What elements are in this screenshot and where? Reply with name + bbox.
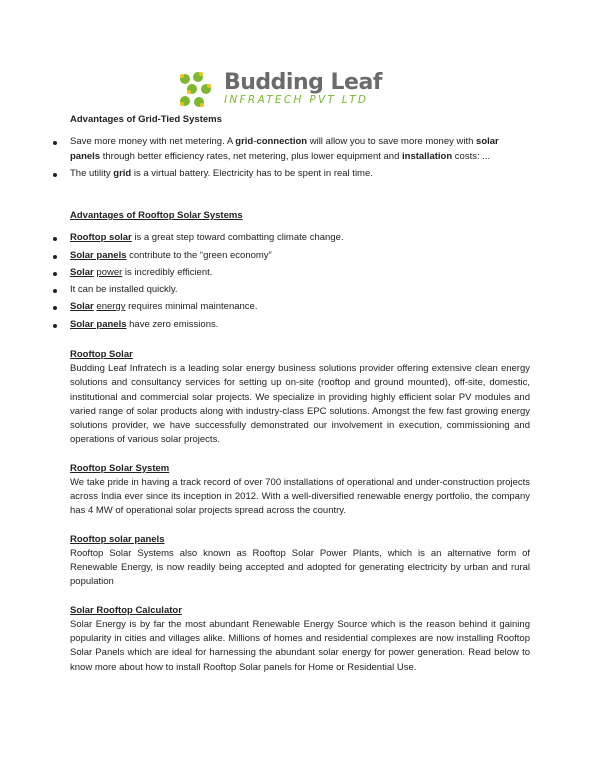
logo-title: Budding Leaf — [224, 70, 382, 96]
section-body: Solar Energy is by far the most abundant Renewable Energy Source which is the reason behind it gaining popularity in cities and villages alike. Millions of homes and residential complexes are now installing Rooftop Solar Panels which are ideal for harnessing the abundant solar energy for power generation. Read below to know more about how to install Rooftop Solar panels for Home or Residential Use. — [70, 618, 530, 673]
rooftop-solar-link[interactable]: Rooftop solar — [70, 232, 132, 244]
section-heading: Rooftop solar panels — [70, 533, 165, 545]
section-body: Rooftop Solar Systems also known as Rooftop Solar Power Plants, which is an alternative form of Renewable Energy, is now readily being accepted and adopted for generating electricity by urban and rural population — [70, 547, 530, 588]
power-link[interactable]: power — [96, 266, 123, 278]
list-item: Save more money with net metering. A grid-connection will allow you to save more money with solar panels through better efficiency rates, net metering, plus lower equipment and installation costs: ... — [70, 135, 530, 164]
section-body: Budding Leaf Infratech is a leading solar energy business solutions provider offering extensive clean energy solutions and consultancy services for setting up on-site (rooftop and ground mounted), off-site, domestic, institutional and commercial solar projects. We specialize in providing highly efficient solar PV modules and varied range of solar products along with industry-class EPC solutions. Amongst the few fast growing energy solutions provider, we have successfully demonstrated our involvement in execution, commissioning and operations of various solar projects. — [70, 363, 530, 446]
list-item: Solar panels contribute to the “green economy” — [70, 249, 530, 263]
solar-panels-link[interactable]: Solar panels — [70, 318, 127, 330]
list-item: Solar panels have zero emissions. — [70, 318, 530, 332]
list-item: Solar power is incredibly efficient. — [70, 266, 530, 280]
leaf-cluster-icon — [176, 70, 220, 110]
rooftop-advantages-list — [70, 231, 530, 332]
energy-link[interactable]: energy — [96, 301, 126, 313]
logo-subtitle: INFRATECH PVT LTD — [224, 94, 369, 107]
company-logo — [176, 68, 386, 112]
solar-rooftop-calculator-section — [70, 604, 530, 675]
rooftop-solar-panels-section — [70, 533, 530, 590]
rooftop-solar-system-section — [70, 462, 530, 519]
document-content — [70, 113, 530, 675]
solar-panels-link[interactable]: Solar panels — [70, 249, 127, 261]
section-heading: Rooftop Solar — [70, 348, 133, 360]
rooftop-solar-section — [70, 348, 530, 448]
list-item: It can be installed quickly. — [70, 283, 530, 297]
section-heading: Rooftop Solar System — [70, 462, 170, 474]
list-item: The utility grid is a virtual battery. Electricity has to be spent in real time. — [70, 167, 530, 181]
grid-tied-heading: Advantages of Grid-Tied Systems — [70, 114, 222, 125]
solar-link[interactable]: Solar — [70, 266, 94, 278]
list-item: Solar energy requires minimal maintenance. — [70, 300, 530, 314]
grid-tied-list — [70, 135, 530, 181]
list-item: Rooftop solar is a great step toward combatting climate change. — [70, 231, 530, 245]
section-body: We take pride in having a track record of over 700 installations of operational and under-construction projects across India ever since its inception in 2012. With a well-diversified renewable energy portfolio, the company has 4 MW of operational solar projects spread across the country. — [70, 476, 530, 517]
section-heading: Solar Rooftop Calculator — [70, 604, 182, 616]
rooftop-advantages-heading: Advantages of Rooftop Solar Systems — [70, 210, 243, 221]
solar-link[interactable]: Solar — [70, 301, 94, 313]
